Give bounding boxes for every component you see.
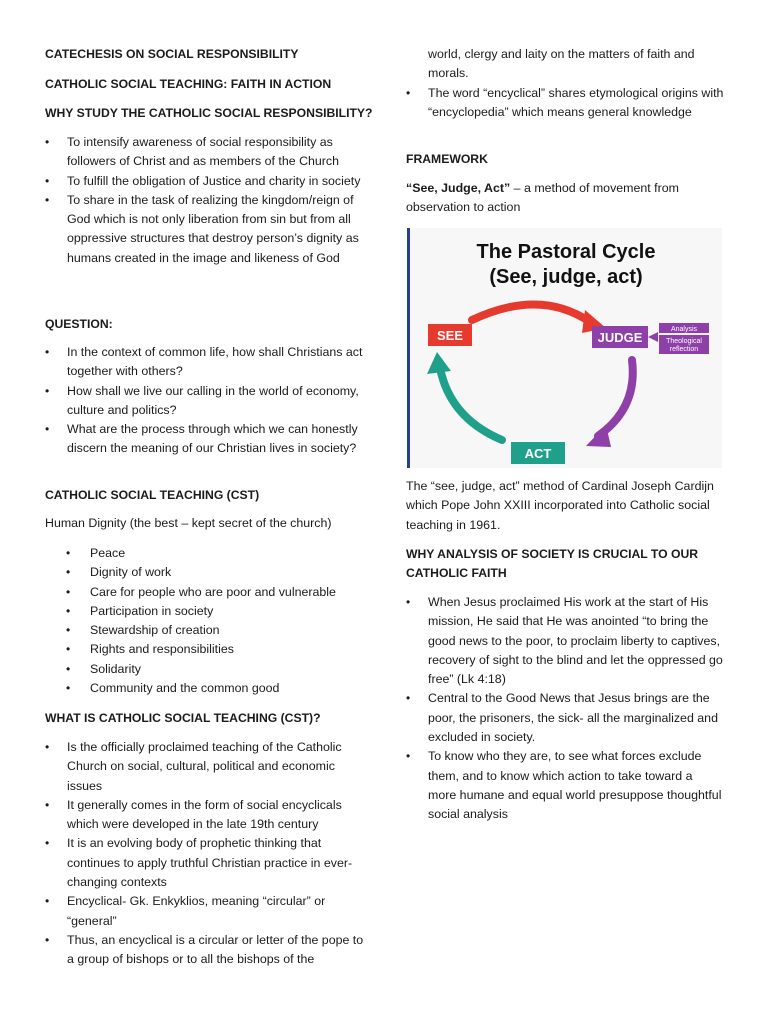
- act-to-see-arrowhead: [427, 352, 451, 374]
- list-item: • Rights and responsibilities: [45, 640, 375, 659]
- list-item: • Encyclical- Gk. Enkyklios, meaning “circular” or “general”: [45, 892, 365, 931]
- analysis-label: Analysis: [670, 326, 698, 333]
- list-item: • Is the officially proclaimed teaching of the Catholic Church on social, cultural, political and economic issues: [45, 738, 365, 796]
- framework-heading: FRAMEWORK: [406, 152, 488, 166]
- why-study-heading: WHY STUDY THE CATHOLIC SOCIAL RESPONSIBILITY?: [45, 106, 373, 120]
- judge-to-act-arrow: [598, 360, 633, 436]
- question-list: [45, 343, 365, 459]
- why-analysis-list: [406, 593, 724, 825]
- list-item: • Care for people who are poor and vulnerable: [45, 583, 375, 602]
- list-item: • Peace: [45, 544, 375, 563]
- encyclical-list: [406, 84, 724, 123]
- list-item: • Solidarity: [45, 660, 375, 679]
- list-item: • What are the process through which we can honestly discern the meaning of our Christian lives in society?: [45, 420, 365, 459]
- why-analysis-heading-line2: CATHOLIC FAITH: [406, 566, 507, 580]
- judge-label: JUDGE: [597, 330, 643, 345]
- act-label: ACT: [524, 446, 552, 461]
- list-item: • Stewardship of creation: [45, 621, 375, 640]
- list-item: • Dignity of work: [45, 563, 375, 582]
- list-item: • To fulfill the obligation of Justice and charity in society: [45, 172, 365, 191]
- diagram-title: The Pastoral Cycle: [476, 241, 656, 263]
- list-item: • How shall we live our calling in the world of economy, culture and politics?: [45, 382, 365, 421]
- see-label: SEE: [436, 328, 464, 343]
- framework-description: – a method of movement from observation to action: [406, 181, 679, 215]
- list-item: • In the context of common life, how shall Christians act together with others?: [45, 343, 365, 382]
- cst-heading: CATHOLIC SOCIAL TEACHING (CST): [45, 488, 260, 502]
- list-item: • Central to the Good News that Jesus brings are the poor, the prisoners, the sick- all the marginalized and excluded in society.: [406, 689, 724, 747]
- act-to-see-arrow: [440, 368, 502, 440]
- list-item: • To know who they are, to see what forces exclude them, and to know which action to take toward a more humane and equal world presuppose thoughtful social analysis: [406, 747, 724, 824]
- doc-title: CATECHESIS ON SOCIAL RESPONSIBILITY: [45, 47, 299, 61]
- list-item: • When Jesus proclaimed His work at the start of His mission, He said that He was anointed “to bring the good news to the poor, to proclaim liberty to captives, recovery of sight to the blind and let the oppressed go free” (Lk 4:18): [406, 593, 724, 689]
- continued-text: world, clergy and laity on the matters of faith and morals.: [428, 47, 695, 81]
- framework-text: [406, 179, 724, 218]
- why-study-list: [45, 133, 365, 268]
- cst-intro: Human Dignity (the best – kept secret of the church): [45, 516, 332, 530]
- reflection-label: reflection: [669, 346, 699, 353]
- what-is-cst-list: [45, 738, 365, 970]
- see-to-judge-arrow: [472, 304, 590, 322]
- list-item: • It is an evolving body of prophetic thinking that continues to apply truthful Christian practice in ever-changing contexts: [45, 834, 365, 892]
- judge-pointer-icon: [648, 332, 658, 342]
- list-item: • It generally comes in the form of social encyclicals which were developed in the late 19th century: [45, 796, 365, 835]
- theological-label: Theological: [666, 338, 702, 345]
- list-item: • To intensify awareness of social responsibility as followers of Christ and as members of the Church: [45, 133, 365, 172]
- what-is-cst-heading: WHAT IS CATHOLIC SOCIAL TEACHING (CST)?: [45, 711, 321, 725]
- cst-principles-list: [45, 544, 375, 698]
- why-analysis-heading: WHY ANALYSIS OF SOCIETY IS CRUCIAL TO OUR: [406, 547, 699, 561]
- list-item: • The word “encyclical” shares etymological origins with “encyclopedia” which means general knowledge: [406, 84, 724, 123]
- cycle-caption: The “see, judge, act” method of Cardinal Joseph Cardijn which Pope John XXIII incorporated into Catholic social teaching in 1961.: [406, 479, 714, 532]
- framework-method-name: “See, Judge, Act”: [406, 181, 511, 195]
- list-item: • Thus, an encyclical is a circular or letter of the pope to a group of bishops or to all the bishops of the: [45, 931, 365, 970]
- list-item: • To share in the task of realizing the kingdom/reign of God which is not only liberation from sin but from all oppressive structures that destroy person’s dignity as humans created in the image and likeness of God: [45, 191, 365, 268]
- pastoral-cycle-svg: [410, 228, 722, 468]
- diagram-subtitle: (See, judge, act): [489, 266, 643, 288]
- question-heading: QUESTION:: [45, 317, 113, 331]
- list-item: • Participation in society: [45, 602, 375, 621]
- list-item: • Community and the common good: [45, 679, 375, 698]
- section-title: CATHOLIC SOCIAL TEACHING: FAITH IN ACTION: [45, 77, 332, 91]
- pastoral-cycle-diagram: [407, 228, 722, 468]
